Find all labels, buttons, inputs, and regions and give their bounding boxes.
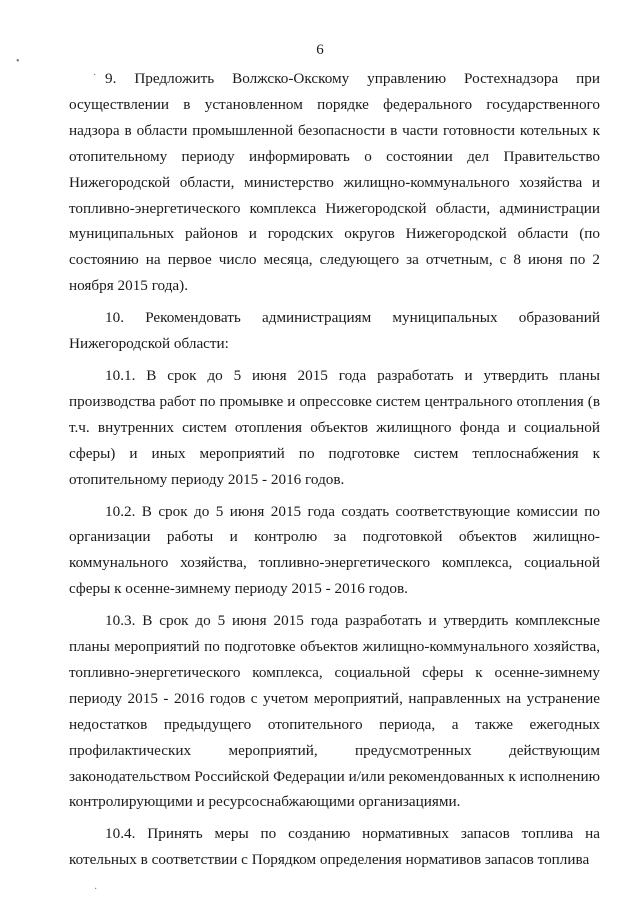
paragraph-10-4: 10.4. Принять меры по созданию нормативных запасов топлива на котельных в соответствии с Порядком определения нормативов запасов топлива [69, 825, 600, 869]
paragraph-10-3: 10.3. В срок до 5 июня 2015 года разработать и утвердить комплексные планы мероприятий по подготовке объектов жилищно-коммунального хозяйства, топливно-энергетического комплекса, социальной сферы к осенне-зимнему периоду 2015 - 2016 годов с учетом мероприятий, направленных на устранение недостатков предыдущего отопительного периода, а также ежегодных профилактических мероприятий, предусмотренных действующим законодательством Российской Федерации и/или рекомендованных к исполнению контролирующими и ресурсоснабжающими организациями. [69, 612, 600, 811]
scan-mark: · [94, 884, 98, 895]
scan-mark: • [16, 56, 20, 67]
page-number: 6 [316, 42, 324, 58]
paragraph-9: 9. Предложить Волжско-Окскому управлению Ростехнадзора при осуществлении в установленном порядке федерального государственного надзора в области промышленной безопасности в части готовности котельных к отопительному периоду информировать о состоянии дел Правительство Нижегородской области, министерство жилищно-коммунального хозяйства и топливно-энергетического комплекса Нижегородской области, администрации муниципальных районов и городских округов Нижегородской области (по состоянию на первое число месяца, следующего за отчетным, с 8 июня по 2 ноября 2015 года). [69, 70, 600, 295]
paragraph-10-2: 10.2. В срок до 5 июня 2015 года создать соответствующие комиссии по организации работы и контролю за подготовкой объектов жилищно-коммунального хозяйства, топливно-энергетического комплекса, социальной сферы к осенне-зимнему периоду 2015 - 2016 годов. [69, 502, 600, 598]
document-body [69, 66, 600, 873]
paragraph-10-1: 10.1. В срок до 5 июня 2015 года разработать и утвердить планы производства работ по промывке и опрессовке систем центрального отопления (в т.ч. внутренних систем отопления объектов жилищного фонда и социальной сферы) и иных мероприятий по подготовке систем теплоснабжения к отопительному периоду 2015 - 2016 годов. [69, 366, 600, 488]
scan-mark: · [93, 70, 97, 81]
paragraph-10: 10. Рекомендовать администрациям муниципальных образований Нижегородской области: [69, 309, 600, 353]
